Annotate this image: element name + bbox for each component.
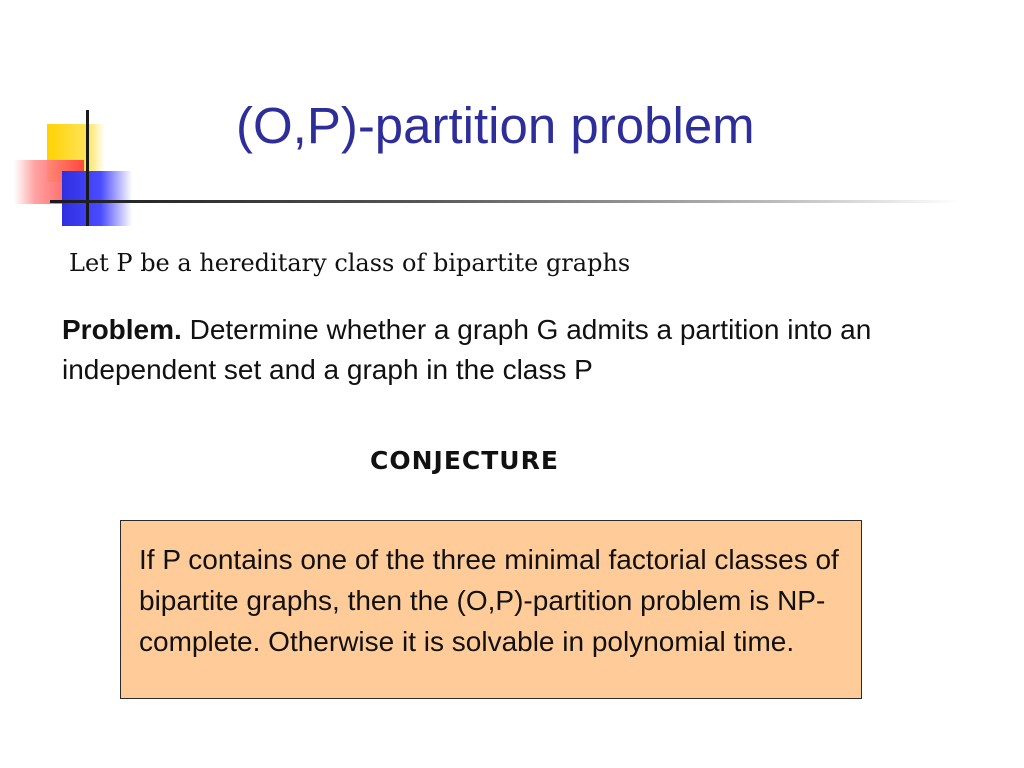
problem-label: Problem.	[62, 314, 182, 345]
logo-vertical-line	[86, 110, 89, 226]
slide-title: (O,P)-partition problem	[236, 97, 755, 154]
conjecture-box	[120, 520, 862, 699]
title-divider	[50, 200, 960, 203]
conjecture-heading: CONJECTURE	[370, 446, 559, 475]
intro-text: Let P be a hereditary class of bipartite graphs	[69, 249, 631, 277]
problem-statement	[62, 310, 982, 390]
problem-text: Determine whether a graph G admits a partition into an independent set and a graph in the class P	[62, 314, 872, 385]
logo-blue-square	[62, 171, 132, 226]
conjecture-statement: If P contains one of the three minimal factorial classes of bipartite graphs, then the (O,P)-partition problem is NP-complete. Otherwise it is solvable in polynomial time.	[139, 544, 839, 657]
